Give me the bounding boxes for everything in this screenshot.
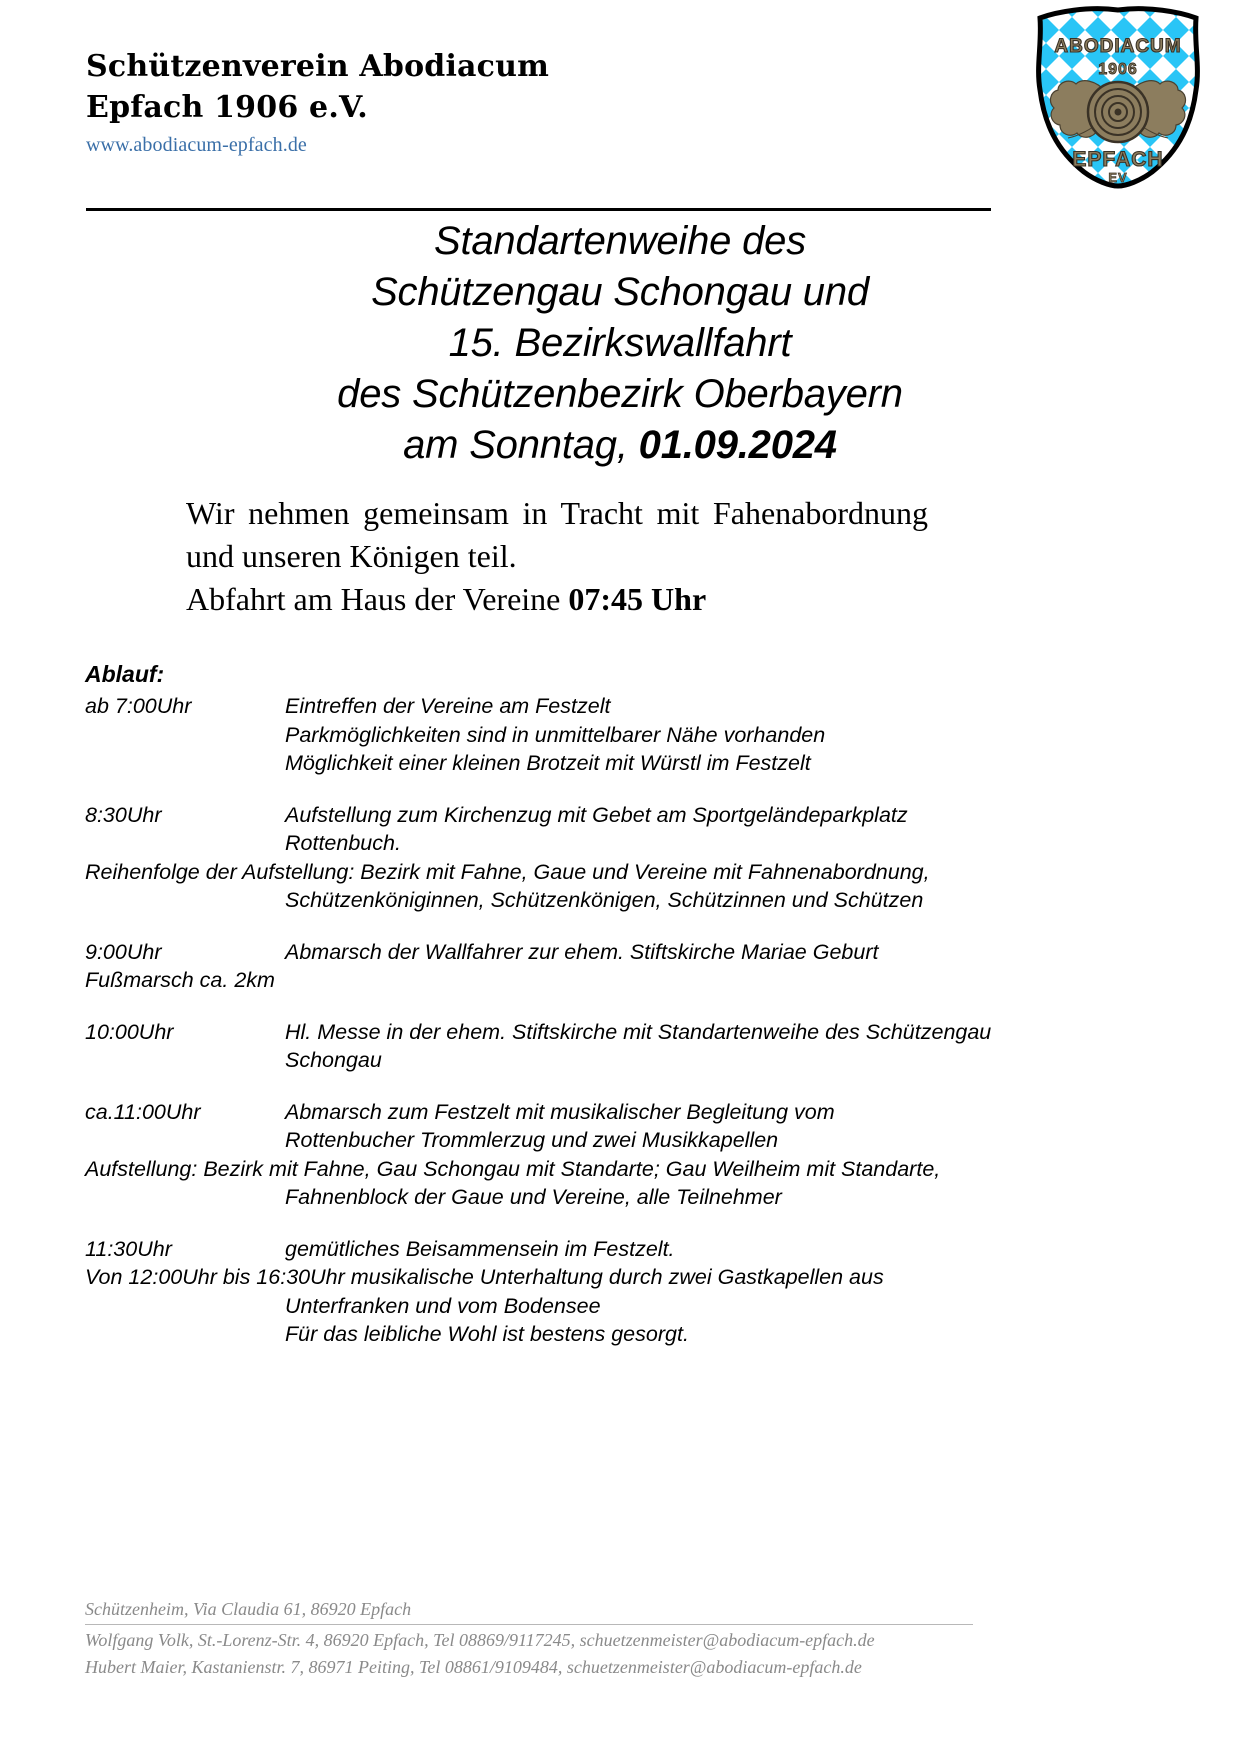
page-title — [120, 216, 1120, 471]
schedule-description: Abmarsch zum Festzelt mit musikalischer Begleitung vom — [285, 1099, 835, 1124]
shield-icon — [1020, 4, 1216, 190]
footer-contact-2: Hubert Maier, Kastanienstr. 7, 86971 Peiting, Tel 08861/9109484, schuetzenmeister@abodiacum-epfach.de — [85, 1657, 862, 1677]
footer-divider — [85, 1624, 973, 1625]
schedule-detail: Rottenbuch. — [285, 831, 401, 855]
crest-suffix-text: EV — [1108, 170, 1128, 185]
schedule-note: Von 12:00Uhr bis 16:30Uhr musikalische Unterhaltung durch zwei Gastkapellen aus — [85, 1265, 884, 1289]
footer-contact-1: Wolfgang Volk, St.-Lorenz-Str. 4, 86920 Epfach, Tel 08869/9117245, schuetzenmeister@abodiacum-epfach.de — [85, 1630, 875, 1650]
departure-time: 07:45 Uhr — [568, 581, 707, 617]
schedule-row — [85, 1018, 1155, 1047]
schedule-block — [85, 801, 1155, 915]
crest-top-text: ABODIACUM — [1054, 36, 1182, 57]
schedule-note: Reihenfolge der Aufstellung: Bezirk mit Fahne, Gaue und Vereine mit Fahnenabordnung, — [85, 859, 930, 884]
schedule-detail: Schongau — [285, 1048, 382, 1072]
club-website-url[interactable]: www.abodiacum-epfach.de — [86, 134, 307, 156]
schedule-time: 10:00Uhr — [85, 1019, 174, 1044]
crest-year-text: 1906 — [1098, 61, 1138, 78]
crest-bottom-text: EPFACH — [1072, 148, 1164, 171]
club-crest-logo — [1020, 4, 1216, 190]
schedule-time: 8:30Uhr — [85, 802, 162, 827]
schedule-time: ca.11:00Uhr — [85, 1099, 201, 1124]
departure-prefix: Abfahrt am Haus der Vereine — [186, 581, 569, 617]
schedule-time: ab 7:00Uhr — [85, 694, 192, 718]
schedule-time: 9:00Uhr — [85, 939, 162, 964]
schedule-detail: Schützenköniginnen, Schützenkönigen, Schützinnen und Schützen — [285, 888, 924, 912]
schedule-detail: Möglichkeit einer kleinen Brotzeit mit Würstl im Festzelt — [285, 751, 811, 775]
schedule-block — [85, 1235, 1155, 1349]
schedule-detail: Rottenbucher Trommlerzug und zwei Musikkapellen — [285, 1128, 779, 1152]
schedule-row — [85, 801, 1155, 830]
schedule-detail: Parkmöglichkeiten sind in unmittelbarer Nähe vorhanden — [285, 722, 826, 747]
schedule-row — [85, 692, 1155, 721]
schedule-block — [85, 938, 1155, 995]
schedule-row — [85, 938, 1155, 967]
title-line-5 — [120, 420, 1120, 471]
club-name-line-2: Epfach 1906 e.V. — [86, 90, 368, 125]
document-header — [86, 46, 1156, 211]
schedule-description: Eintreffen der Vereine am Festzelt — [285, 694, 611, 718]
schedule-note: Fußmarsch ca. 2km — [85, 968, 275, 992]
header-divider — [86, 208, 991, 211]
intro-text: Wir nehmen gemeinsam in Tracht mit Fahenabordnung und unseren Königen teil. — [186, 495, 928, 574]
title-day-prefix: am Sonntag, — [403, 423, 639, 467]
schedule-detail: Fahnenblock der Gaue und Vereine, alle Teilnehmer — [285, 1185, 782, 1209]
document-footer — [85, 1596, 1085, 1681]
schedule-row — [85, 1098, 1155, 1127]
intro-paragraph — [186, 492, 928, 621]
schedule-detail: Unterfranken und vom Bodensee — [285, 1293, 601, 1318]
schedule-block — [85, 692, 1155, 778]
schedule-row — [85, 1235, 1155, 1264]
schedule-note: Aufstellung: Bezirk mit Fahne, Gau Schongau mit Standarte; Gau Weilheim mit Standarte, — [85, 1156, 941, 1181]
title-line-3: 15. Bezirkswallfahrt — [448, 321, 792, 365]
schedule-detail: Für das leibliche Wohl ist bestens gesorgt. — [285, 1322, 689, 1346]
schedule-block — [85, 1018, 1155, 1075]
title-line-2: Schützengau Schongau und — [371, 270, 869, 314]
footer-venue: Schützenheim, Via Claudia 61, 86920 Epfach — [85, 1599, 412, 1619]
target-bullseye-icon — [1088, 82, 1148, 142]
schedule-time: 11:30Uhr — [85, 1236, 172, 1261]
schedule-description: Hl. Messe in der ehem. Stiftskirche mit Standartenweihe des Schützengau — [285, 1019, 992, 1044]
title-line-4: des Schützenbezirk Oberbayern — [337, 372, 903, 416]
departure-line — [186, 578, 928, 621]
schedule-heading: Ablauf: — [85, 661, 165, 687]
schedule-description: Abmarsch der Wallfahrer zur ehem. Stiftskirche Mariae Geburt — [285, 939, 879, 964]
schedule-description: gemütliches Beisammensein im Festzelt. — [285, 1236, 675, 1261]
schedule-block — [85, 1098, 1155, 1212]
club-name-line-1: Schützenverein Abodiacum — [86, 49, 550, 84]
schedule-list — [85, 692, 1155, 1372]
event-date: 01.09.2024 — [638, 423, 837, 467]
title-line-1: Standartenweihe des — [433, 219, 807, 263]
schedule-description: Aufstellung zum Kirchenzug mit Gebet am Sportgeländeparkplatz — [285, 802, 908, 827]
